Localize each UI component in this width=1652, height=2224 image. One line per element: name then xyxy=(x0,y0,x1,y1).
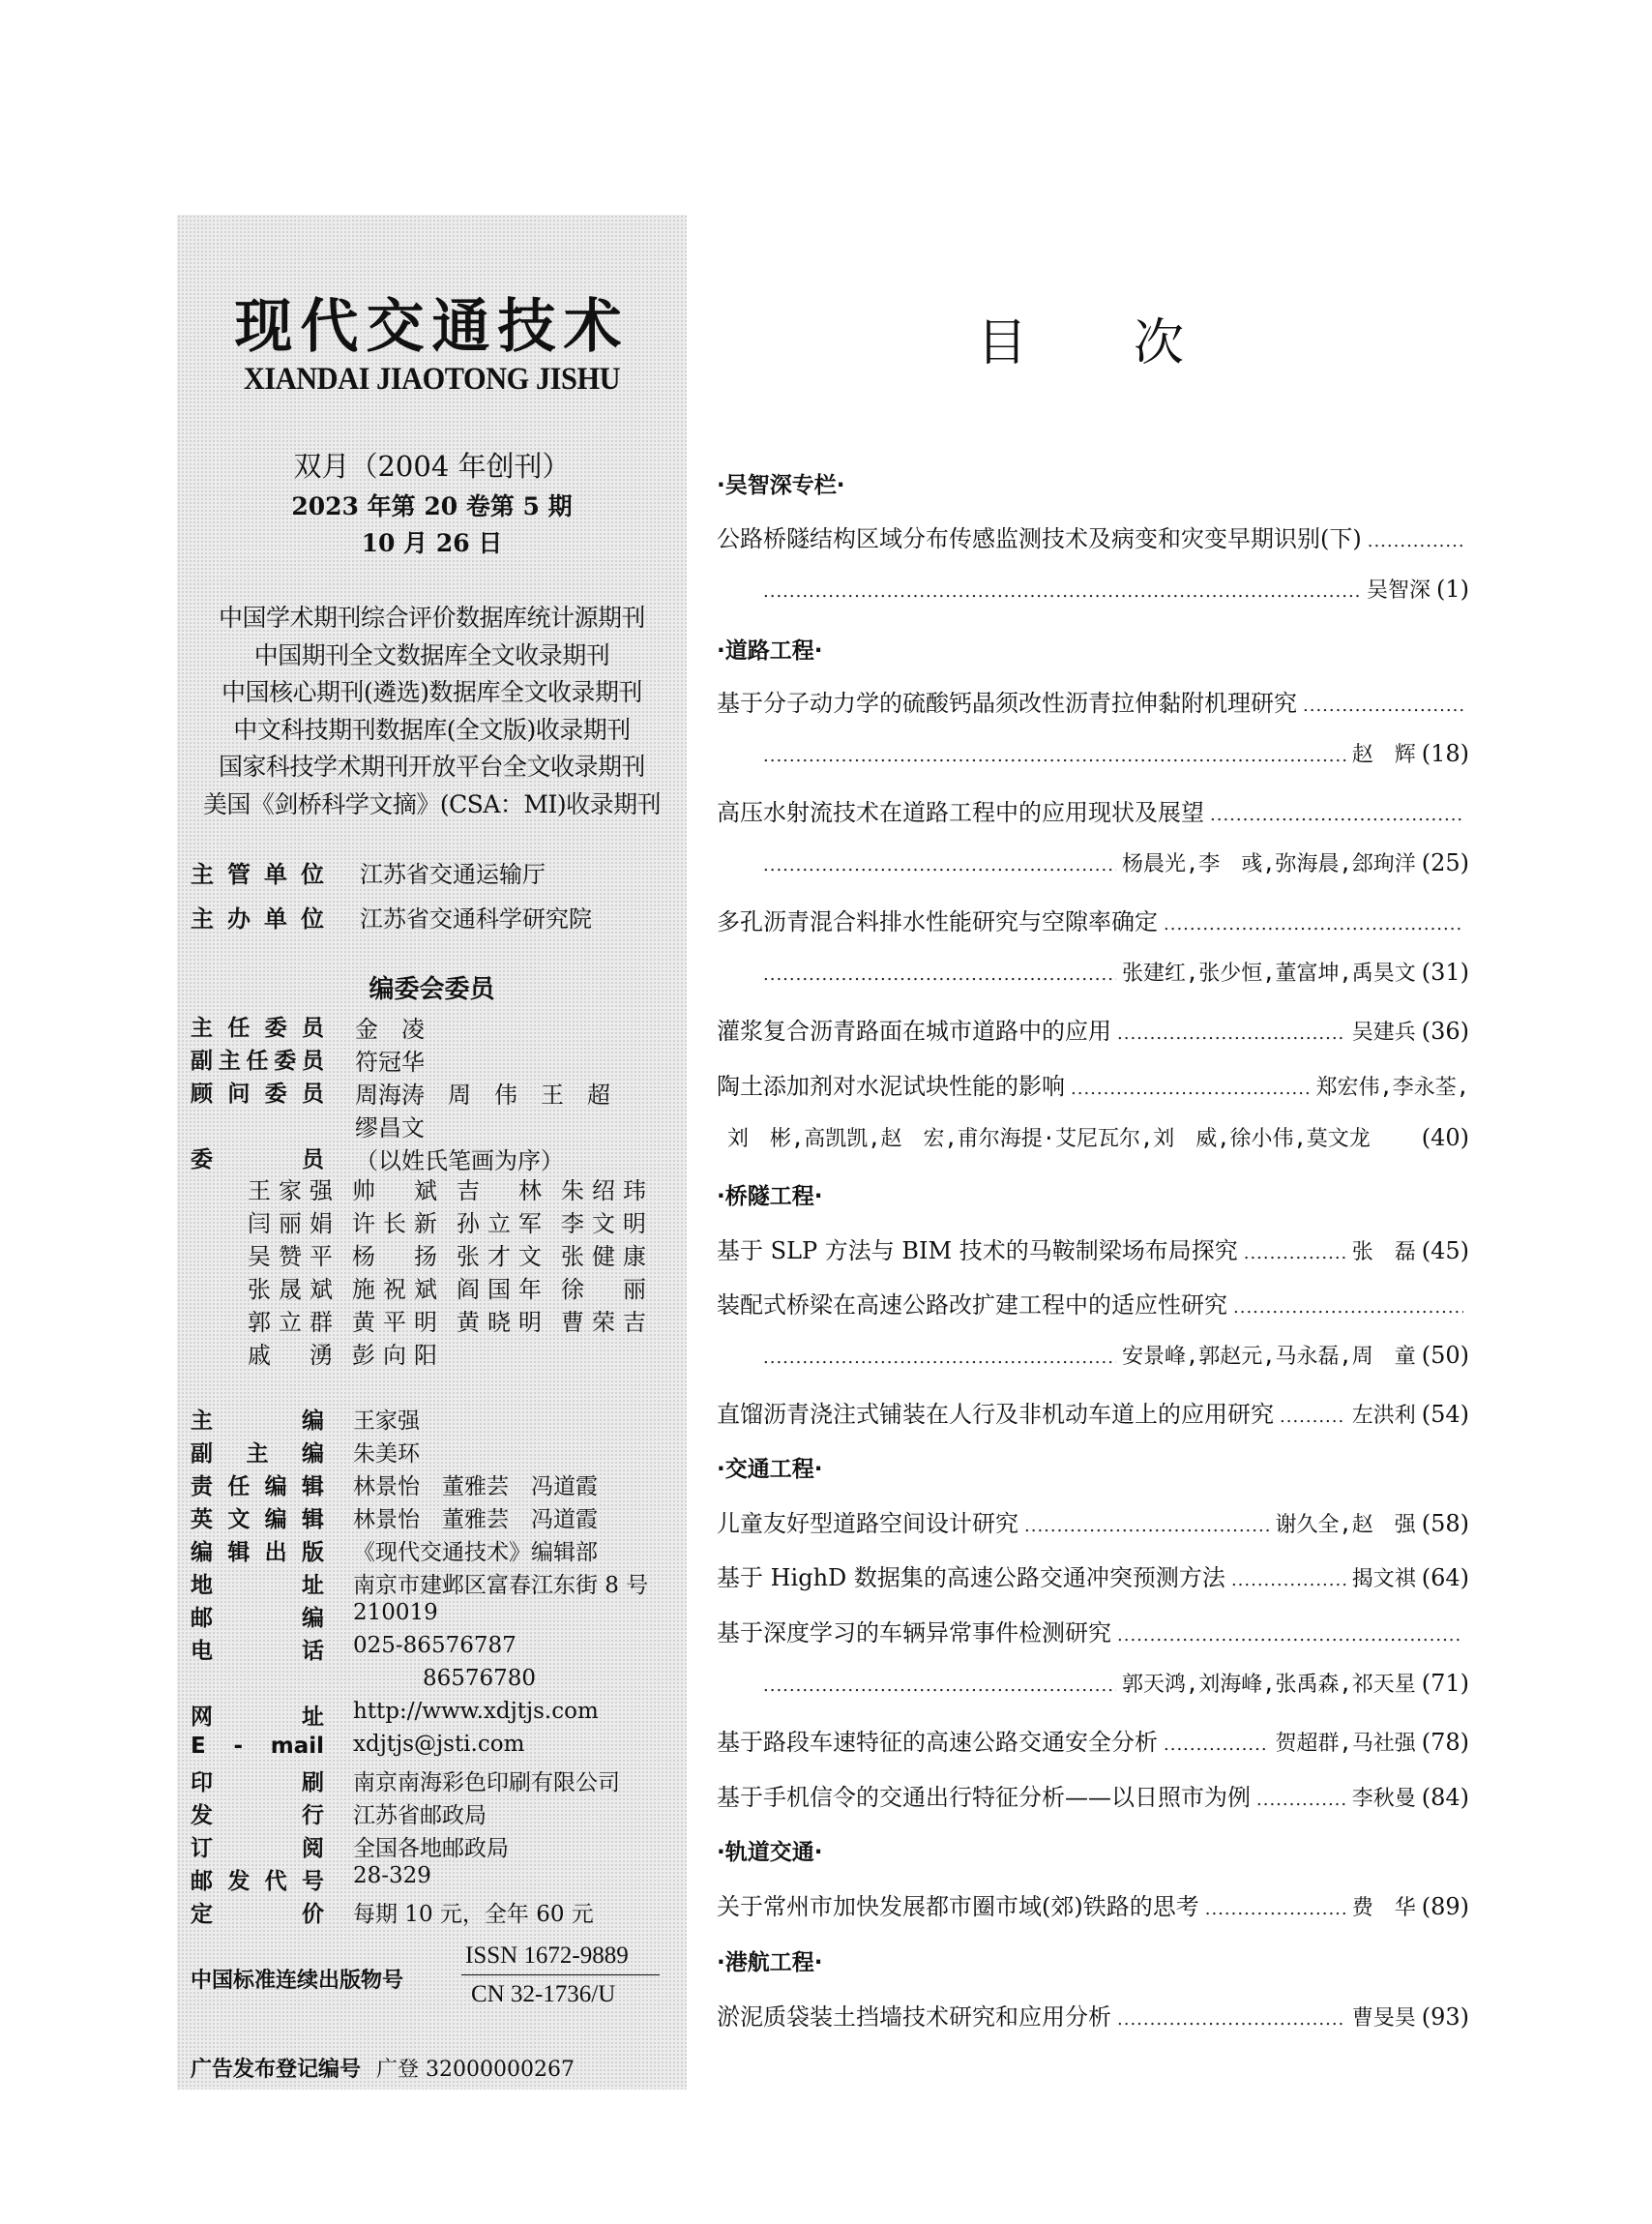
toc-entry-page: (45) xyxy=(1421,1237,1469,1264)
toc-section: ·道路工程· xyxy=(717,638,823,664)
toc-entry-page: (40) xyxy=(1421,1124,1469,1151)
member-name: 孙立军 xyxy=(457,1210,542,1237)
leader-dots xyxy=(763,581,1361,602)
board-heading: 编委会委员 xyxy=(369,975,495,1004)
leader-dots xyxy=(1368,531,1463,551)
toc-entry[interactable] xyxy=(717,519,1469,553)
staff-value: xdjtjs@jsti.com xyxy=(353,1732,525,1757)
toc-entry-cont[interactable] xyxy=(757,847,1469,877)
leader-dots xyxy=(763,964,1116,985)
toc-entry-page: (36) xyxy=(1421,1018,1469,1045)
staff-value: 025-86576787 xyxy=(353,1633,516,1658)
member-row xyxy=(248,1240,665,1273)
toc-entry-page: (54) xyxy=(1421,1401,1469,1428)
contents-title-char: 目 xyxy=(977,314,1028,372)
leader-dots xyxy=(1024,1516,1269,1536)
member-name: 施祝斌 xyxy=(352,1276,437,1303)
toc-entry-authors: 谢久全,赵 强 xyxy=(1275,1513,1416,1537)
ad-value: 广登 32000000267 xyxy=(376,2058,575,2082)
toc-entry-authors: 杨晨光,李 彧,弥海晨,郐珣洋 xyxy=(1121,852,1416,876)
member-name: 吴赞平 xyxy=(248,1243,333,1270)
toc-entry-authors: 张建红,张少恒,董富坤,禹昊文 xyxy=(1121,962,1416,986)
toc-entry-title: 陶土添加剂对水泥试块性能的影响 xyxy=(717,1073,1065,1100)
toc-entry-title: 儿童友好型道路空间设计研究 xyxy=(717,1510,1018,1537)
staff-row xyxy=(191,1863,431,1895)
toc-entry-authors: 郑宏伟,李永荃, xyxy=(1315,1076,1469,1100)
member-name: 张晟斌 xyxy=(248,1276,333,1303)
member-name: 许长新 xyxy=(352,1210,437,1237)
board-note: （以姓氏笔画为序） xyxy=(355,1147,564,1174)
toc-entry-title: 多孔沥青混合料排水性能研究与空隙率确定 xyxy=(717,908,1158,935)
leader-dots xyxy=(763,746,1346,766)
toc-entry-title: 基于手机信令的交通出行特征分析——以日照市为例 xyxy=(717,1784,1251,1811)
toc-entry-authors: 吴智深 xyxy=(1366,578,1431,603)
issn: ISSN 1672-9889 xyxy=(465,1942,629,1969)
staff-value: 林景怡 董雅芸 冯道霞 xyxy=(353,1474,598,1499)
contents-title xyxy=(977,302,1184,374)
staff-label: 英文编辑 xyxy=(191,1507,324,1532)
staff-label: 网 址 xyxy=(191,1705,324,1730)
board-value: 周海涛 周 伟 王 超 xyxy=(355,1082,610,1109)
leader-dots xyxy=(1256,1790,1346,1810)
toc-section: ·桥隧工程· xyxy=(717,1184,823,1209)
staff-value: 南京南海彩色印刷有限公司 xyxy=(353,1770,620,1795)
staff-row xyxy=(191,1830,509,1862)
member-name: 张健康 xyxy=(561,1243,646,1270)
toc-entry-title: 基于分子动力学的硫酸钙晶须改性沥青拉伸黏附机理研究 xyxy=(717,690,1297,717)
staff-row xyxy=(191,1403,420,1435)
member-name: 阎国年 xyxy=(457,1276,542,1303)
leader-dots xyxy=(763,1675,1116,1696)
serial-label: 中国标准连续出版物号 xyxy=(191,1969,404,1993)
member-name: 曹荣吉 xyxy=(561,1309,646,1336)
board-deputy xyxy=(191,1043,425,1076)
toc-section: ·港航工程· xyxy=(717,1950,823,1975)
org-value: 江苏省交通科学研究院 xyxy=(360,905,592,933)
toc-entry[interactable] xyxy=(717,1723,1469,1757)
staff-row xyxy=(191,1633,516,1665)
toc-entry-authors: 揭文祺 xyxy=(1351,1567,1416,1591)
member-name: 黄平明 xyxy=(352,1309,437,1336)
ad-registration xyxy=(191,2053,575,2083)
board-advisors xyxy=(191,1076,610,1109)
staff-label: 发 行 xyxy=(191,1803,324,1828)
toc-entry[interactable] xyxy=(717,793,1469,827)
staff-row xyxy=(191,1567,649,1599)
serial-number-block xyxy=(191,1942,674,2030)
staff-row xyxy=(191,1764,620,1796)
toc-entry-page: (18) xyxy=(1421,740,1469,767)
toc-entry[interactable] xyxy=(717,1012,1469,1046)
toc-entry-authors: 郭天鸿,刘海峰,张禹森,祁天星 xyxy=(1121,1673,1416,1697)
journal-title-en: XIANDAI JIAOTONG JISHU xyxy=(243,362,621,397)
staff-label: 邮发代号 xyxy=(191,1869,324,1894)
toc-entry[interactable] xyxy=(717,1887,1469,1921)
board-label: 主任委员 xyxy=(191,1016,324,1041)
staff-value: 全国各地邮政局 xyxy=(353,1836,509,1861)
staff-value: 南京市建邺区富春江东街 8 号 xyxy=(353,1573,649,1598)
toc-entry-page: (31) xyxy=(1421,959,1469,986)
toc-entry-page: (50) xyxy=(1421,1342,1469,1369)
toc-entry-page: (1) xyxy=(1436,576,1469,603)
toc-entry-title: 直馏沥青浇注式铺装在人行及非机动车道上的应用研究 xyxy=(717,1401,1274,1428)
staff-row xyxy=(191,1436,420,1468)
leader-dots xyxy=(763,1348,1116,1368)
toc-entry-title: 基于路段车速特征的高速公路交通安全分析 xyxy=(717,1729,1158,1756)
board-label: 顾问委员 xyxy=(191,1082,324,1107)
member-name: 戚 湧 xyxy=(248,1342,333,1369)
staff-label: 电 话 xyxy=(191,1639,324,1664)
journal-title: 现代交通技术 xyxy=(234,293,630,361)
member-name: 张才文 xyxy=(457,1243,542,1270)
toc-entry-page: (71) xyxy=(1421,1670,1469,1697)
board-value: 符冠华 xyxy=(355,1049,425,1076)
toc-entry[interactable] xyxy=(717,1504,1469,1538)
leader-dots xyxy=(1164,914,1463,934)
staff-row xyxy=(191,1699,599,1731)
toc-entry-title: 基于深度学习的车辆异常事件检测研究 xyxy=(717,1619,1111,1646)
toc-entry-page: (78) xyxy=(1421,1729,1469,1756)
leader-dots xyxy=(1071,1079,1311,1099)
toc-entry-authors: 张 磊 xyxy=(1351,1240,1416,1264)
toc-section: ·吴智深专栏· xyxy=(717,473,845,498)
board-value: 缪昌文 xyxy=(355,1114,425,1142)
indexing-item: 中国学术期刊综合评价数据库统计源期刊 xyxy=(218,604,645,632)
staff-label: 副 主 编 xyxy=(191,1441,324,1467)
indexing-item: 中国期刊全文数据库全文收录期刊 xyxy=(253,640,610,669)
staff-label: 主 编 xyxy=(191,1409,324,1434)
org-value: 江苏省交通运输厅 xyxy=(360,861,546,888)
toc-entry-page: (93) xyxy=(1421,2003,1469,2031)
staff-value: 210019 xyxy=(353,1600,438,1625)
toc-entry-page: (25) xyxy=(1421,849,1469,876)
staff-label: 邮 编 xyxy=(191,1606,324,1631)
org-supervisor xyxy=(191,855,546,889)
toc-entry-authors: 费 华 xyxy=(1351,1896,1416,1920)
leader-dots xyxy=(1164,1735,1269,1755)
leader-dots xyxy=(1117,1625,1463,1646)
toc-entry-cont[interactable] xyxy=(757,1340,1469,1370)
indexing-list xyxy=(177,600,687,823)
staff-row xyxy=(191,1600,438,1632)
toc-entry[interactable] xyxy=(717,1614,1469,1647)
toc-entry-title: 关于常州市加快发展都市圈市域(郊)铁路的思考 xyxy=(717,1893,1199,1920)
indexing-item: 国家科技学术期刊开放平台全文收录期刊 xyxy=(218,753,645,781)
staff-value: 28-329 xyxy=(353,1863,431,1888)
cn-number: CN 32-1736/U xyxy=(471,1981,616,2007)
member-name: 王家强 xyxy=(248,1177,333,1204)
leader-dots xyxy=(1117,2009,1346,2030)
staff-value: http://www.xdjtjs.com xyxy=(353,1699,599,1724)
issue-volume: 2023 年第 20 卷第 5 期 xyxy=(291,492,573,520)
issue-date: 10 月 26 日 xyxy=(361,529,503,557)
toc-entry-authors: 曹旻昊 xyxy=(1351,2006,1416,2031)
toc-entry[interactable] xyxy=(717,1067,1469,1101)
org-label: 主管单位 xyxy=(191,861,324,888)
toc-entry-authors: 安景峰,郭赵元,马永磊,周 童 xyxy=(1121,1345,1416,1369)
staff-row xyxy=(191,1534,598,1566)
staff-row xyxy=(191,1666,537,1693)
board-member-grid xyxy=(248,1174,665,1372)
toc-entry-authors: 贺超群,马社强 xyxy=(1275,1732,1416,1756)
toc-entry-authors: 赵 辉 xyxy=(1351,743,1416,767)
toc-entry[interactable] xyxy=(717,1395,1469,1429)
member-row xyxy=(248,1306,665,1339)
toc-entry-cont[interactable] xyxy=(727,1122,1469,1152)
member-name: 李文明 xyxy=(561,1210,646,1237)
staff-label: E - mail xyxy=(191,1734,324,1759)
staff-label: 定 价 xyxy=(191,1902,324,1927)
toc-entry-title: 淤泥质袋装土挡墙技术研究和应用分析 xyxy=(717,2003,1111,2031)
staff-label: 地 址 xyxy=(191,1573,324,1598)
board-director xyxy=(191,1010,425,1043)
toc-section: ·轨道交通· xyxy=(717,1840,823,1865)
staff-row xyxy=(191,1501,598,1533)
staff-label: 印 刷 xyxy=(191,1770,324,1795)
staff-row xyxy=(191,1732,525,1759)
toc-entry[interactable] xyxy=(717,1998,1469,2031)
board-label: 副主任委员 xyxy=(191,1049,324,1074)
toc-entry-title: 灌浆复合沥青路面在城市道路中的应用 xyxy=(717,1018,1111,1045)
board-label: 委 员 xyxy=(191,1147,324,1172)
member-name: 朱绍玮 xyxy=(561,1177,646,1204)
issue-frequency: 双月（2004 年创刊） xyxy=(293,450,571,483)
staff-value: 86576780 xyxy=(423,1666,537,1691)
toc-entry-cont[interactable] xyxy=(757,957,1469,987)
masthead-panel xyxy=(177,215,687,2090)
toc-entry[interactable] xyxy=(717,903,1469,936)
ad-label: 广告发布登记编号 xyxy=(191,2058,362,2082)
member-row xyxy=(248,1174,665,1207)
member-name: 吉 林 xyxy=(457,1177,542,1204)
fraction-line xyxy=(461,1974,660,1975)
leader-dots xyxy=(1280,1407,1346,1427)
staff-row xyxy=(191,1468,598,1500)
member-row xyxy=(248,1273,665,1306)
member-name: 帅 斌 xyxy=(352,1177,437,1204)
leader-dots xyxy=(1231,1570,1346,1590)
staff-value: 朱美环 xyxy=(353,1441,420,1467)
staff-label: 编辑出版 xyxy=(191,1540,324,1565)
org-sponsor xyxy=(191,900,592,934)
toc-entry-cont[interactable] xyxy=(757,1668,1469,1698)
board-value: 金 凌 xyxy=(355,1016,425,1043)
toc-entry[interactable] xyxy=(717,1286,1469,1320)
org-label: 主办单位 xyxy=(191,905,324,933)
board-members-header xyxy=(191,1142,564,1174)
toc-entry-page: (58) xyxy=(1421,1510,1469,1537)
toc-entry-authors: 李秋曼 xyxy=(1351,1787,1416,1811)
toc-entry[interactable] xyxy=(717,684,1469,718)
toc-entry-cont[interactable] xyxy=(757,738,1469,768)
toc-entry-title: 基于 HighD 数据集的高速公路交通冲突预测方法 xyxy=(717,1564,1225,1591)
toc-entry-title: 高压水射流技术在道路工程中的应用现状及展望 xyxy=(717,799,1204,826)
member-name: 徐 丽 xyxy=(561,1276,646,1303)
toc-entry-authors: 左洪利 xyxy=(1351,1404,1416,1428)
staff-value: 王家强 xyxy=(353,1409,420,1434)
staff-row xyxy=(191,1797,487,1829)
indexing-item: 中国核心期刊(遴选)数据库全文收录期刊 xyxy=(221,678,642,706)
staff-value: 江苏省邮政局 xyxy=(353,1803,487,1828)
toc-entry-title: 基于 SLP 方法与 BIM 技术的马鞍制梁场布局探究 xyxy=(717,1237,1238,1264)
leader-dots xyxy=(1303,696,1463,716)
contents-title-char: 次 xyxy=(1134,314,1185,372)
staff-value: 林景怡 董雅芸 冯道霞 xyxy=(353,1507,598,1532)
member-name: 郭立群 xyxy=(248,1309,333,1336)
member-name: 黄晓明 xyxy=(457,1309,542,1336)
toc-section: ·交通工程· xyxy=(717,1457,823,1482)
toc-entry-authors: 吴建兵 xyxy=(1351,1021,1416,1045)
member-name: 彭向阳 xyxy=(352,1342,437,1369)
toc-entry-page: (89) xyxy=(1421,1893,1469,1920)
staff-row xyxy=(191,1896,594,1928)
toc-entry[interactable] xyxy=(717,1558,1469,1592)
member-row xyxy=(248,1339,665,1372)
member-row xyxy=(248,1207,665,1240)
leader-dots xyxy=(763,855,1116,875)
staff-label: 订 阅 xyxy=(191,1836,324,1861)
toc-entry-page: (64) xyxy=(1421,1564,1469,1591)
toc-entry[interactable] xyxy=(717,1778,1469,1812)
indexing-item: 中文科技期刊数据库(全文版)收录期刊 xyxy=(233,715,631,744)
member-name: 杨 扬 xyxy=(352,1243,437,1270)
toc-entry-title: 公路桥隧结构区域分布传感监测技术及病变和灾变早期识别(下) xyxy=(717,525,1362,552)
toc-entry-title: 装配式桥梁在高速公路改扩建工程中的适应性研究 xyxy=(717,1291,1227,1319)
toc-entry-page: (84) xyxy=(1421,1784,1469,1811)
toc-entry-authors: 刘 彬,高凯凯,赵 宏,甫尔海提·艾尼瓦尔,刘 威,徐小伟,莫文龙 xyxy=(727,1127,1371,1151)
member-name: 闫丽娟 xyxy=(248,1210,333,1237)
staff-label: 责任编辑 xyxy=(191,1474,324,1499)
leader-dots xyxy=(1205,1899,1346,1919)
leader-dots xyxy=(1244,1243,1346,1263)
leader-dots xyxy=(1233,1297,1463,1318)
leader-dots xyxy=(1117,1023,1346,1044)
staff-value: 《现代交通技术》编辑部 xyxy=(353,1540,598,1565)
leader-dots xyxy=(1210,805,1463,825)
toc-entry-cont[interactable] xyxy=(757,574,1469,604)
indexing-item: 美国《剑桥科学文摘》(CSA：MI)收录期刊 xyxy=(202,789,662,818)
toc-entry[interactable] xyxy=(717,1231,1469,1265)
staff-value: 每期 10 元，全年 60 元 xyxy=(353,1902,594,1927)
